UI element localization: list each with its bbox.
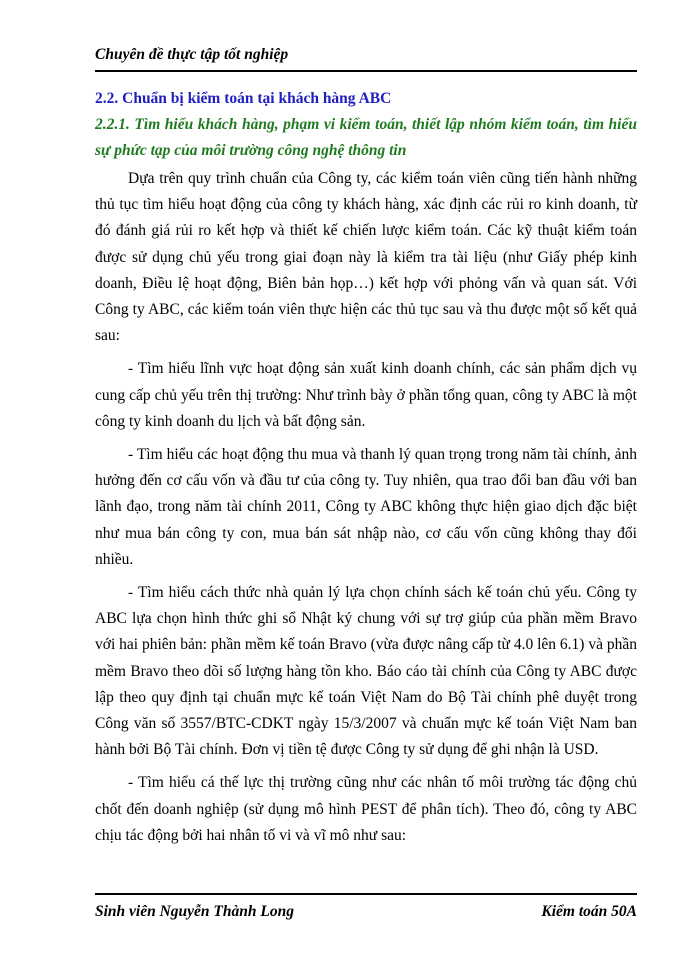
header-title: Chuyên đề thực tập tốt nghiệp [95,46,289,63]
paragraph-acquisitions: - Tìm hiểu các hoạt động thu mua và thanh lý quan trọng trong năm tài chính, ảnh hưởng đến cơ cấu vốn và đầu tư của công ty. Tuy nhiên, qua trao đổi ban đầu với ban lãnh đạo, trong năm tài chính 2011, Công ty ABC không thực hiện giao dịch đặc biệt như mua bán công ty con, mua bán sát nhập nào, cơ cấu vốn cũng không thay đổi nhiều. [95,446,637,568]
section-subheading: 2.2.1. Tìm hiểu khách hàng, phạm vi kiểm toán, thiết lập nhóm kiểm toán, tìm hiểu sự phức tạp của môi trường công nghệ thông tin [95,116,637,159]
page-content [95,86,637,856]
paragraph-accounting-policy: - Tìm hiểu cách thức nhà quản lý lựa chọn chính sách kế toán chủ yếu. Công ty ABC lựa chọn hình thức ghi sổ Nhật ký chung với sự trợ giúp của phần mềm Bravo với hai phiên bản: phần mềm kế toán Bravo (vừa được nâng cấp từ 4.0 lên 6.1) và phần mềm Bravo theo dõi số lượng hàng tồn kho. Báo cáo tài chính của Công ty ABC được lập theo quy định tại chuẩn mực kế toán Việt Nam do Bộ Tài chính phê duyệt trong Công văn số 3557/BTC-CDKT ngày 15/3/2007 và chuẩn mực kế toán Việt Nam ban hành bởi Bộ Tài chính. Đơn vị tiền tệ được Công ty sử dụng để ghi nhận là USD. [95,584,637,759]
paragraph-market-forces: - Tìm hiểu cá thế lực thị trường cũng như các nhân tố môi trường tác động chủ chốt đến doanh nghiệp (sử dụng mô hình PEST để phân tích). Theo đó, công ty ABC chịu tác động bởi hai nhân tố vi và vĩ mô như sau: [95,774,637,844]
section-heading: 2.2. Chuẩn bị kiểm toán tại khách hàng ABC [95,90,392,107]
page-header [95,42,637,72]
paragraph-intro: Dựa trên quy trình chuẩn của Công ty, các kiểm toán viên cũng tiến hành những thủ tục tìm hiểu hoạt động của công ty khách hàng, xác định các rủi ro kinh doanh, từ đó đánh giá rủi ro kết hợp và thiết kế chiến lược kiểm toán. Các kỹ thuật kiểm toán được sử dụng chủ yếu trong giai đoạn này là kiểm tra tài liệu (như Giấy phép kinh doanh, Điều lệ hoạt động, Biên bản họp…) kết hợp với phỏng vấn và quan sát. Với Công ty ABC, các kiểm toán viên thực hiện các thủ tục sau và thu được một số kết quả sau: [95,170,637,345]
paragraph-business-field: - Tìm hiểu lĩnh vực hoạt động sản xuất kinh doanh chính, các sản phẩm dịch vụ cung cấp chủ yếu trên thị trường: Như trình bày ở phần tổng quan, công ty ABC là một công ty kinh doanh du lịch và bất động sản. [95,360,637,430]
footer-class: Kiểm toán 50A [541,903,637,920]
footer-author: Sinh viên Nguyễn Thành Long [95,903,294,920]
page-footer [95,893,637,925]
